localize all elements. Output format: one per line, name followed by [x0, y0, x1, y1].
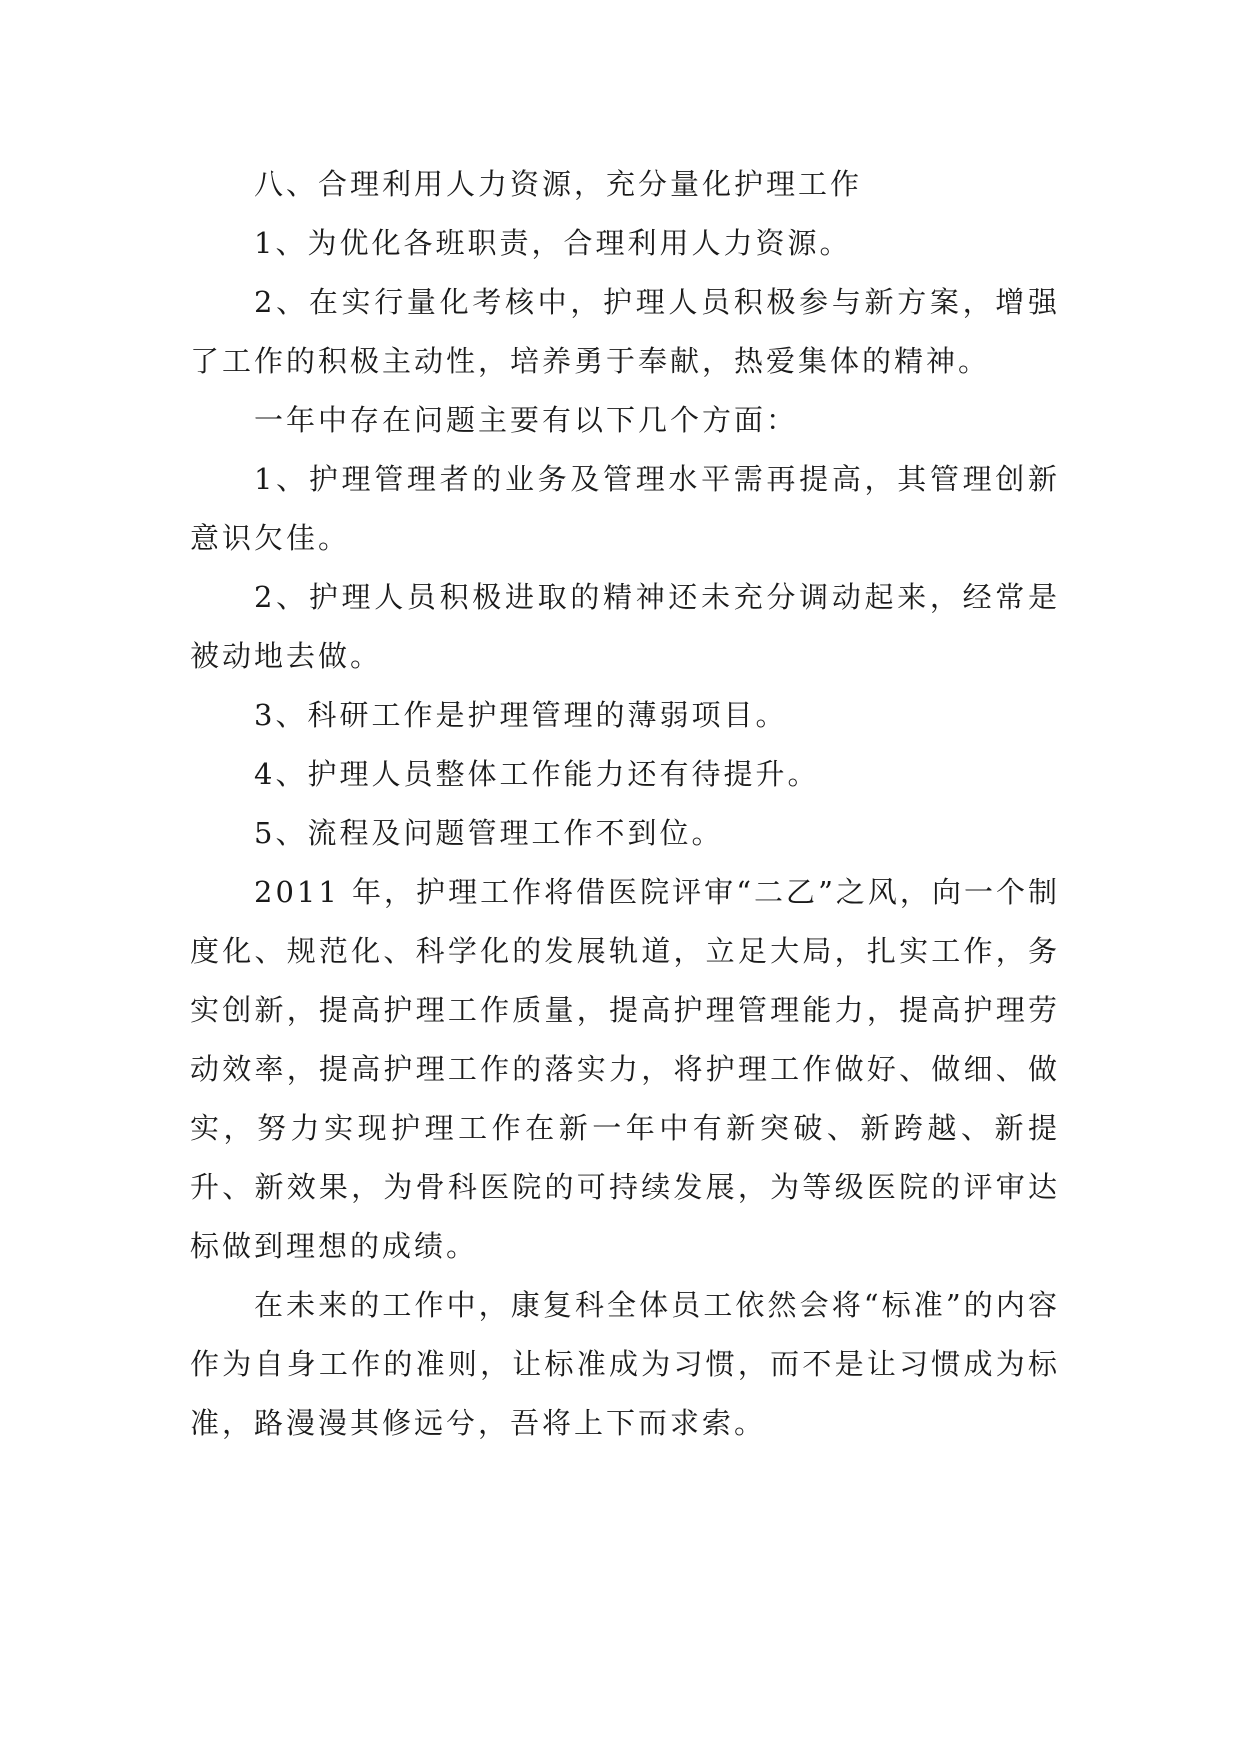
paragraph: 1、为优化各班职责，合理利用人力资源。 — [254, 226, 852, 260]
paragraph: 2、在实行量化考核中，护理人员积极参与新方案，增强了工作的积极主动性，培养勇于奉献，热爱集体的精神。 — [190, 285, 1060, 378]
document-body — [190, 155, 1060, 1453]
section-heading: 八、合理利用人力资源，充分量化护理工作 — [254, 167, 863, 201]
paragraph: 1、护理管理者的业务及管理水平需再提高，其管理创新意识欠佳。 — [190, 462, 1060, 555]
paragraph: 2、护理人员积极进取的精神还未充分调动起来，经常是被动地去做。 — [190, 580, 1060, 673]
paragraph: 4、护理人员整体工作能力还有待提升。 — [254, 757, 820, 791]
paragraph: 2011 年，护理工作将借医院评审“二乙”之风，向一个制度化、规范化、科学化的发展轨道，立足大局，扎实工作，务实创新，提高护理工作质量，提高护理管理能力，提高护理劳动效率，提高护理工作的落实力，将护理工作做好、做细、做实，努力实现护理工作在新一年中有新突破、新跨越、新提升、新效果，为骨科医院的可持续发展，为等级医院的评审达标做到理想的成绩。 — [190, 875, 1060, 1263]
paragraph: 在未来的工作中，康复科全体员工依然会将“标准”的内容作为自身工作的准则，让标准成为习惯，而不是让习惯成为标准，路漫漫其修远兮，吾将上下而求索。 — [190, 1288, 1060, 1440]
paragraph: 一年中存在问题主要有以下几个方面： — [254, 403, 799, 437]
paragraph: 3、科研工作是护理管理的薄弱项目。 — [254, 698, 788, 732]
paragraph: 5、流程及问题管理工作不到位。 — [254, 816, 724, 850]
